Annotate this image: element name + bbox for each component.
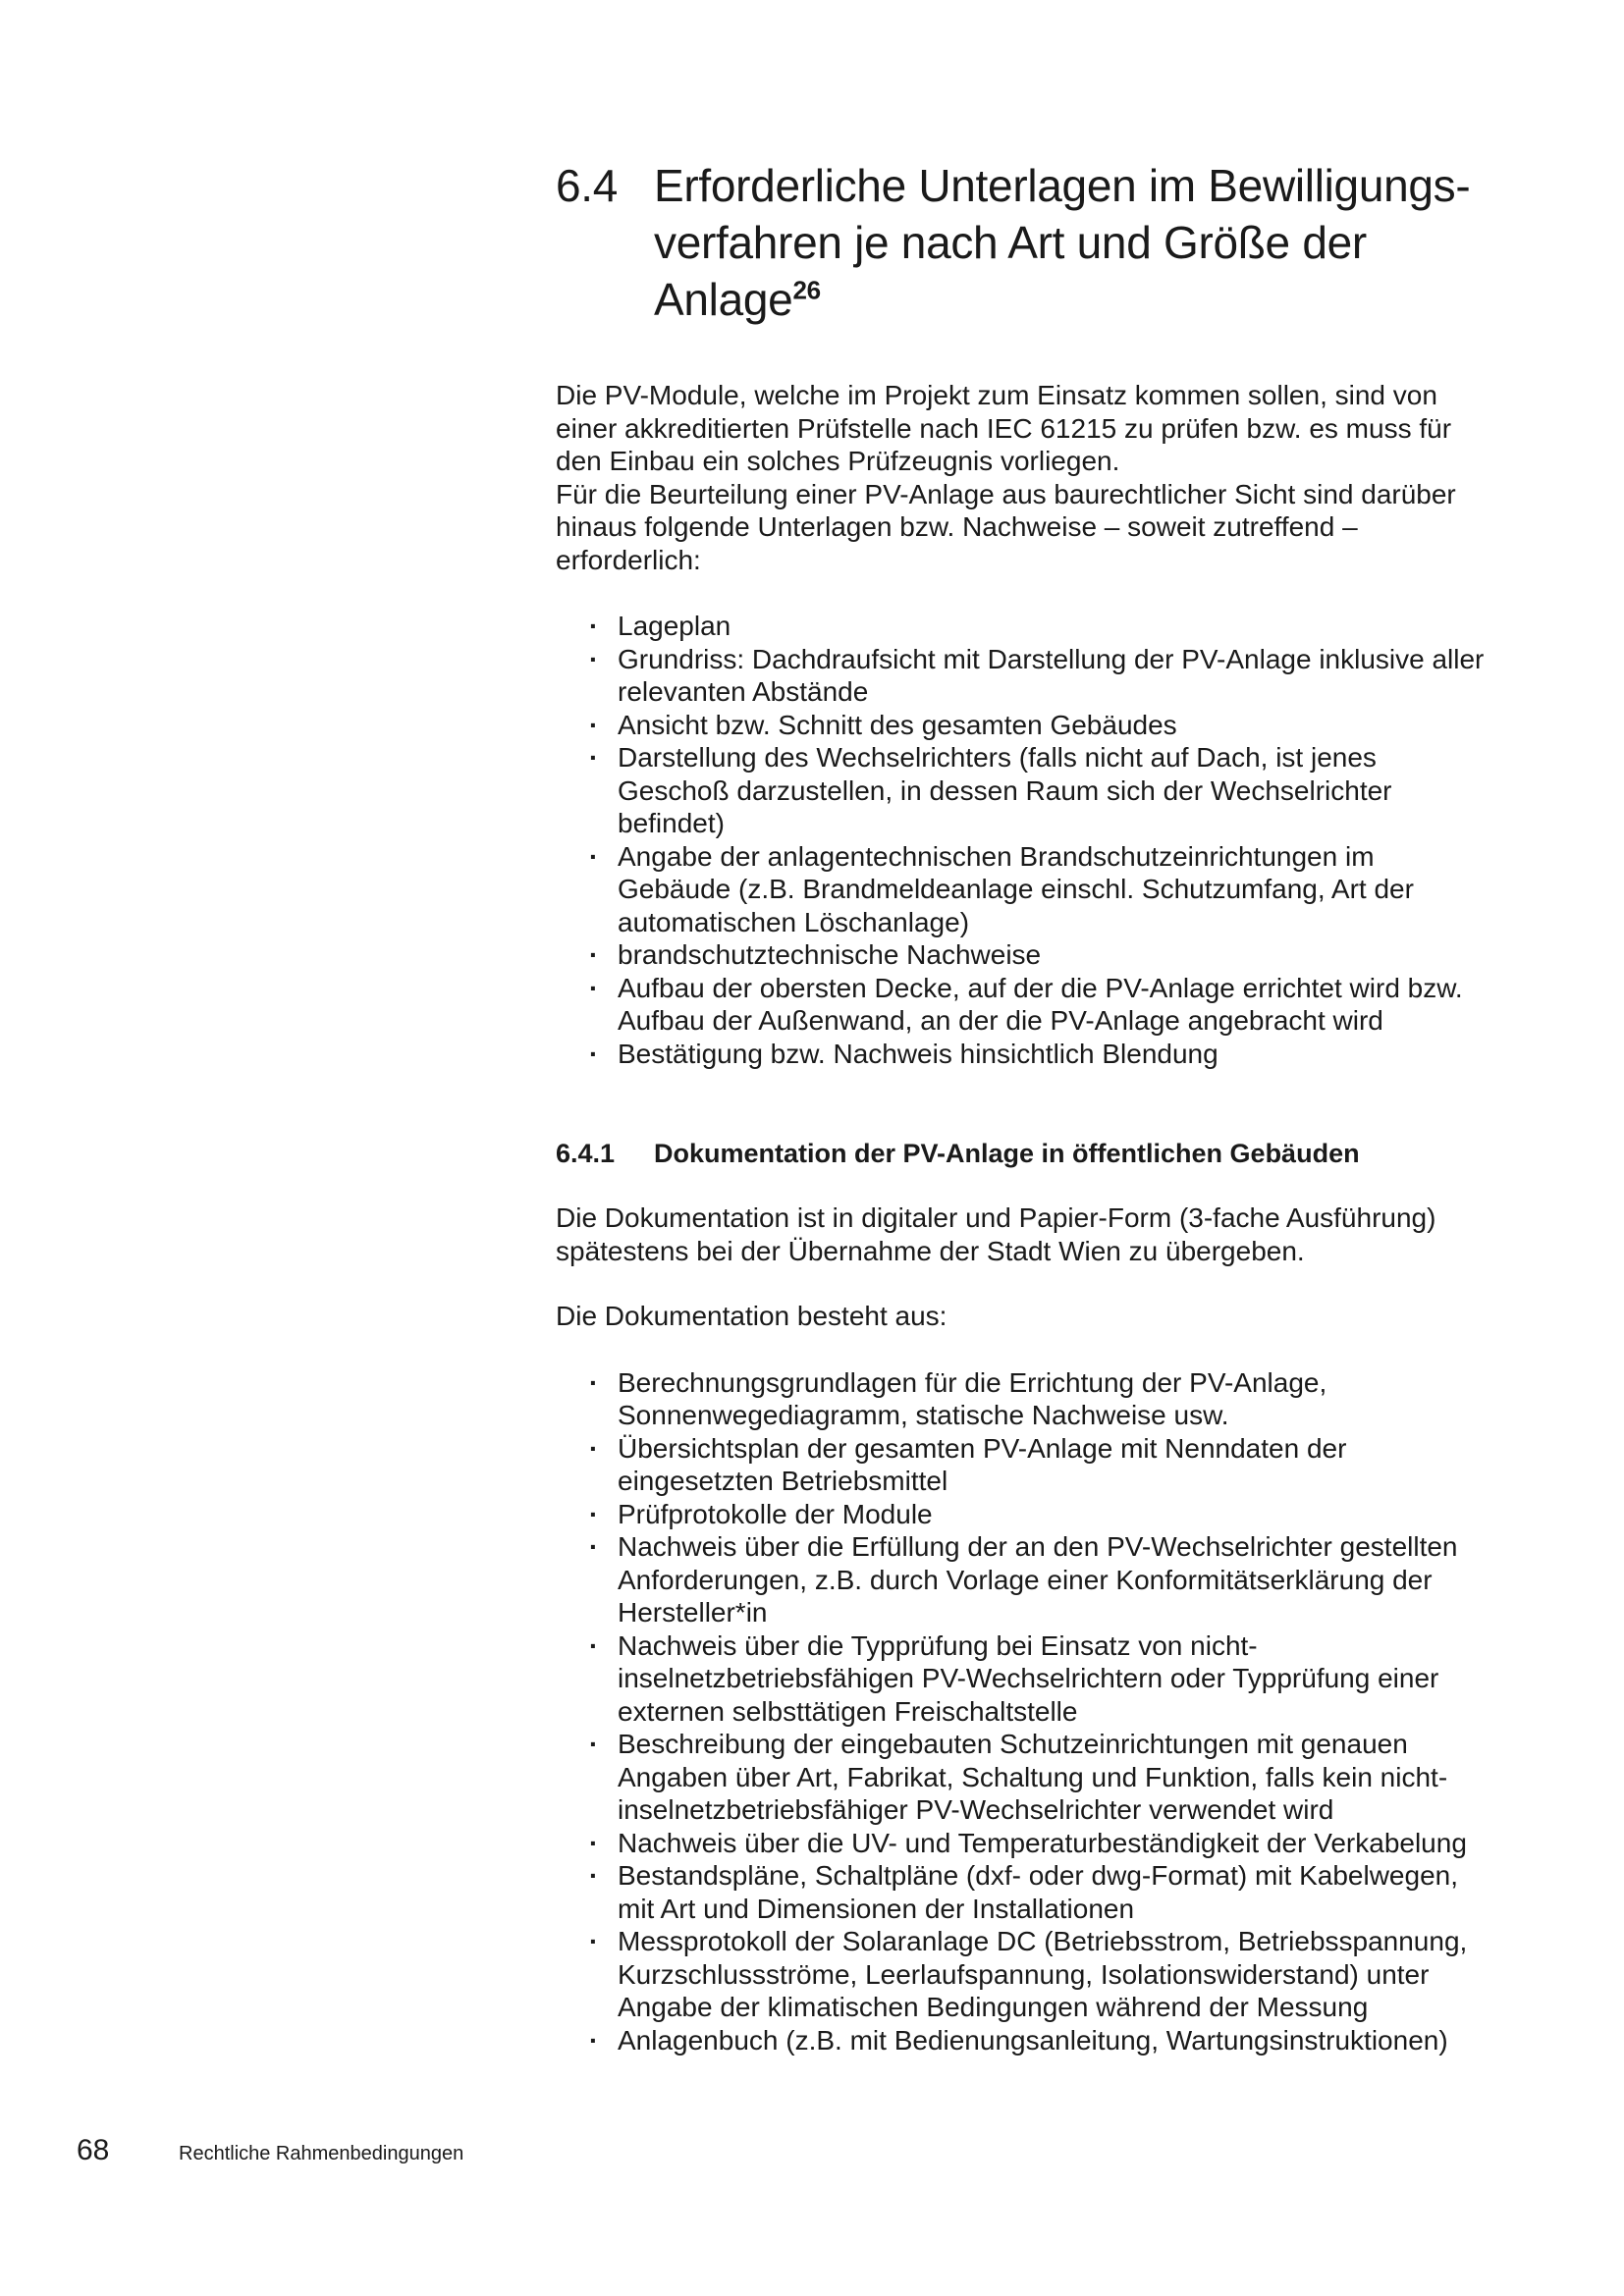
list-item: · Ansicht bzw. Schnitt des gesamten Gebäudes	[556, 709, 1489, 742]
list-item: · Messprotokoll der Solaranlage DC (Betriebsstrom, Betriebsspannung, Kurzschlussströme, Leerlaufspannung, Isolationswiderstand) unter Angabe der klimatischen Bedingungen während der Messung	[556, 1925, 1489, 2024]
list-item: · Lageplan	[556, 610, 1489, 643]
intro-paragraph-2: Für die Beurteilung einer PV-Anlage aus baurechtlicher Sicht sind darüber hinaus folgende Unterlagen bzw. Nachweise – soweit zutreffend – erforderlich:	[556, 478, 1456, 575]
list-item: · Übersichtsplan der gesamten PV-Anlage mit Nenndaten der eingesetzten Betriebsmittel	[556, 1432, 1489, 1498]
list-item: · Anlagenbuch (z.B. mit Bedienungsanleitung, Wartungsinstruktionen)	[556, 2024, 1489, 2057]
list-item: · Prüfprotokolle der Module	[556, 1498, 1489, 1531]
intro-paragraph-1: Die PV-Module, welche im Projekt zum Einsatz kommen sollen, sind von einer akkreditierten Prüfstelle nach IEC 61215 zu prüfen bzw. es muss für den Einbau ein solches Prüfzeugnis vorliegen.	[556, 380, 1452, 476]
subsection-number: 6.4.1	[556, 1139, 616, 1168]
section-title-wrap	[654, 157, 1489, 328]
list-item: · Beschreibung der eingebauten Schutzeinrichtungen mit genauen Angaben über Art, Fabrikat, Schaltung und Funktion, falls kein nicht-inselnetzbetriebsfähiger PV-Wechselrichter verwendet wird	[556, 1728, 1489, 1827]
footer-section-title: Rechtliche Rahmenbedingungen	[179, 2143, 464, 2164]
list-item: · Aufbau der obersten Decke, auf der die PV-Anlage errichtet wird bzw. Aufbau der Außenwand, an der die PV-Anlage angebracht wird	[556, 972, 1489, 1038]
page-number: 68	[77, 2134, 110, 2166]
intro-text	[556, 379, 1479, 576]
list-item: · Nachweis über die Erfüllung der an den PV-Wechselrichter gestellten Anforderungen, z.B. durch Vorlage einer Konformitätserklärung der Hersteller*in	[556, 1530, 1489, 1629]
subsection-title: Dokumentation der PV-Anlage in öffentlichen Gebäuden	[654, 1139, 1360, 1168]
section-title: Erforderliche Unterlagen im Bewilligungs-verfahren je nach Art und Größe der Anlage	[654, 160, 1471, 325]
page-footer	[77, 2134, 463, 2167]
footnote-reference[interactable]: 26	[792, 275, 821, 305]
list-item: · Darstellung des Wechselrichters (falls nicht auf Dach, ist jenes Geschoß darzustellen, in dessen Raum sich der Wechselrichter befindet)	[556, 741, 1489, 840]
list-item: · Nachweis über die Typprüfung bei Einsatz von nicht-inselnetzbetriebsfähigen PV-Wechselrichtern oder Typprüfung einer externen selbsttätigen Freischaltstelle	[556, 1629, 1489, 1729]
list-item: · brandschutztechnische Nachweise	[556, 938, 1489, 972]
list-item: · Nachweis über die UV- und Temperaturbeständigkeit der Verkabelung	[556, 1827, 1489, 1860]
list-item: · Angabe der anlagentechnischen Brandschutzeinrichtungen im Gebäude (z.B. Brandmeldeanlage einschl. Schutzumfang, Art der automatischen Löschanlage)	[556, 840, 1489, 939]
list-item: · Bestandspläne, Schaltpläne (dxf- oder dwg-Format) mit Kabelwegen, mit Art und Dimensionen der Installationen	[556, 1859, 1489, 1925]
subsection-heading	[556, 1137, 1489, 1170]
section-number: 6.4	[556, 160, 619, 211]
documentation-contents-list	[556, 1366, 1489, 2057]
documentation-paragraph-2: Die Dokumentation besteht aus:	[556, 1301, 947, 1331]
list-item: · Berechnungsgrundlagen für die Errichtung der PV-Anlage, Sonnenwegediagramm, statische Nachweise usw.	[556, 1366, 1489, 1432]
documentation-paragraph-1: Die Dokumentation ist in digitaler und Papier-Form (3-fache Ausführung) spätestens bei der Übernahme der Stadt Wien zu übergeben.	[556, 1202, 1436, 1266]
list-item: · Bestätigung bzw. Nachweis hinsichtlich Blendung	[556, 1038, 1489, 1071]
list-item: · Grundriss: Dachdraufsicht mit Darstellung der PV-Anlage inklusive aller relevanten Abstände	[556, 643, 1489, 709]
page-content	[556, 157, 1489, 2056]
required-documents-list	[556, 610, 1489, 1070]
section-heading	[556, 157, 1489, 328]
